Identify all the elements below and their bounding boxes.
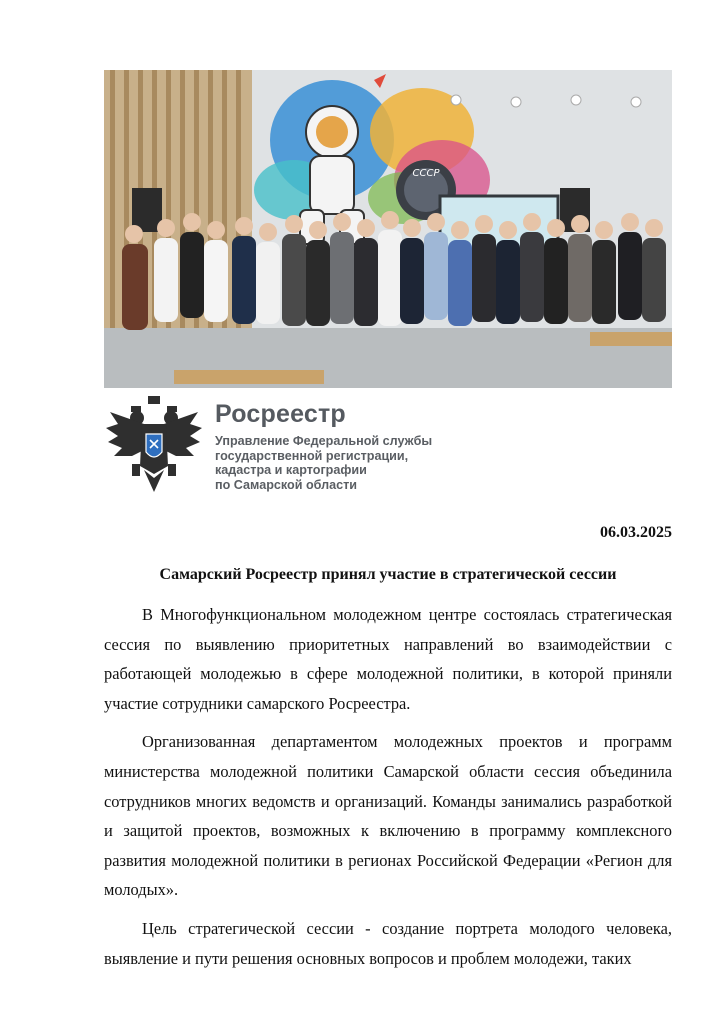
brand-name: Росреестр <box>215 400 346 428</box>
rosreestr-logo <box>104 394 444 500</box>
document-title: Самарский Росреестр принял участие в стратегической сессии <box>159 566 617 583</box>
brand-subtitle-line: государственной регистрации, <box>215 448 409 463</box>
paragraph: Цель стратегической сессии - создание портрета молодого человека, выявление и пути решения основных вопросов и проблем молодежи, таких <box>104 918 672 968</box>
brand-subtitle <box>215 434 455 492</box>
paragraph: Организованная департаментом молодежных проектов и программ министерства молодежной политики Самарской области сессия объединила сотрудников многих ведомств и организаций. Команды занимались разработкой и защитой проектов, возможных к включению в программу комплексного развития молодежной политики в регионах Российской Федерации «Регион для молодых». <box>104 732 672 900</box>
brand-subtitle-line: Управление Федеральной службы <box>215 434 433 448</box>
paragraph: В Многофункциональном молодежном центре состоялась стратегическая сессия по выявлению приоритетных направлений во взаимодействии с работающей молодежью в сфере молодежной политики, в которой приняли участие сотрудники самарского Росреестра. <box>104 605 672 713</box>
brand-subtitle-line: по Самарской области <box>215 477 358 492</box>
mural-badge-text: СССР <box>412 168 440 179</box>
document-body <box>104 600 672 973</box>
group-photo <box>104 70 672 388</box>
brand-subtitle-line: кадастра и картографии <box>215 463 367 478</box>
double-headed-eagle-emblem-icon <box>104 394 204 500</box>
document-date: 06.03.2025 <box>600 524 672 541</box>
group-photo-illustration <box>104 70 672 388</box>
